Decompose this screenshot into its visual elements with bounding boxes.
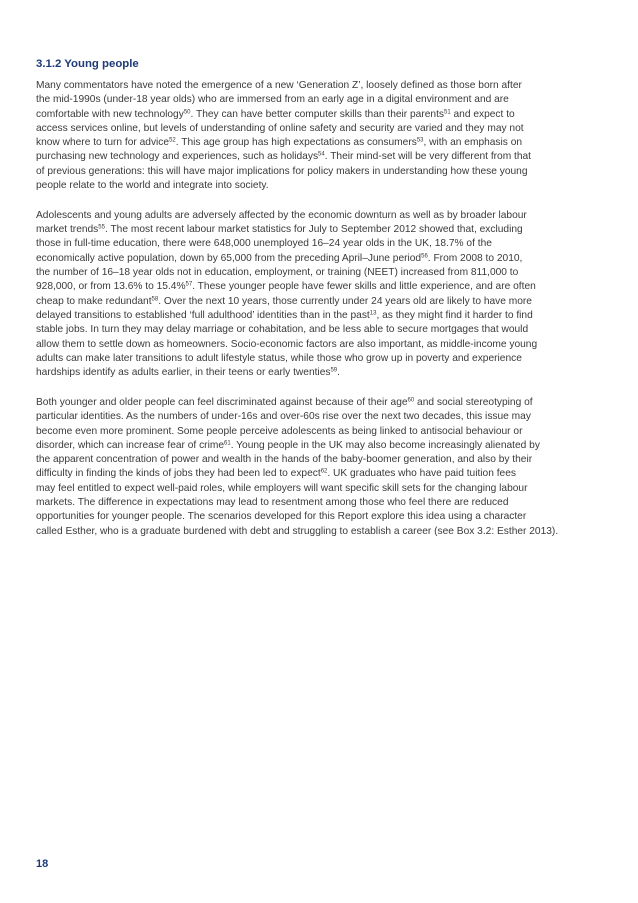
text-run: know where to turn for advice bbox=[36, 137, 170, 149]
text-run: , with an emphasis on bbox=[423, 137, 523, 149]
text-run: cheap to make redundant bbox=[36, 295, 152, 307]
text-line bbox=[36, 338, 604, 352]
paragraph bbox=[36, 209, 604, 381]
text-line bbox=[36, 150, 604, 164]
footnote-ref: 58 bbox=[151, 296, 159, 303]
text-run: allow them to settle down as homeowners. Socio-economic factors are also important, as middle-income young bbox=[36, 338, 538, 350]
text-run: . From 2008 to 2010, bbox=[427, 252, 523, 264]
text-run: . UK graduates who have paid tuition fees bbox=[327, 468, 516, 480]
text-line bbox=[36, 252, 604, 266]
text-line bbox=[36, 496, 604, 510]
footnote-ref: 52 bbox=[169, 137, 176, 144]
paragraph bbox=[36, 79, 604, 193]
text-run: . This age group has high expectations as consumers bbox=[175, 137, 417, 149]
text-run: of previous generations: this will have major implications for policy makers in understanding how these young bbox=[36, 165, 528, 177]
text-line bbox=[36, 280, 604, 294]
text-line bbox=[36, 482, 604, 496]
text-run: adults can make later transitions to adult lifestyle status, while those who grow up in poverty and experience bbox=[36, 352, 522, 364]
text-run: the apparent concentration of power and wealth in the hands of the baby-boomer generation, and also by their bbox=[36, 454, 533, 466]
text-line bbox=[36, 510, 604, 524]
footnote-ref: 61 bbox=[224, 440, 231, 447]
text-run: Adolescents and young adults are adversely affected by the economic downturn as well as by broader labour bbox=[36, 209, 527, 221]
text-line bbox=[36, 209, 604, 223]
text-run: . The most recent labour market statistics for July to September 2012 showed that, excluding bbox=[104, 224, 523, 236]
text-line bbox=[36, 93, 604, 107]
text-line bbox=[36, 323, 604, 337]
text-line bbox=[36, 453, 604, 467]
text-run: the number of 16–18 year olds not in education, employment, or training (NEET) increased from 811,000 to bbox=[36, 267, 519, 279]
text-run: Many commentators have noted the emergence of a new ‘Generation Z’, loosely defined as those born after bbox=[36, 80, 522, 91]
body-text bbox=[36, 79, 604, 554]
text-line bbox=[36, 467, 604, 481]
text-run: comfortable with new technology bbox=[36, 108, 184, 120]
text-line bbox=[36, 165, 604, 179]
footnote-ref: 53 bbox=[416, 137, 424, 144]
footnote-ref: 60 bbox=[407, 397, 415, 404]
text-run: 928,000, or from 13.6% to 15.4% bbox=[36, 281, 186, 293]
text-run: economically active population, down by 65,000 from the preceding April–June period bbox=[36, 252, 422, 264]
text-run: markets. The difference in expectations may lead to resentment among those who feel there are reduced bbox=[36, 497, 509, 509]
text-run: delayed transitions to established ‘full adulthood’ identities than in the past bbox=[36, 309, 370, 321]
text-line bbox=[36, 525, 604, 539]
footnote-ref: 13 bbox=[369, 310, 377, 317]
text-line bbox=[36, 410, 604, 424]
text-line bbox=[36, 366, 604, 380]
text-run: purchasing new technology and experiences, such as holidays bbox=[36, 151, 319, 163]
text-run: . These younger people have fewer skills and little experience, and are often bbox=[192, 281, 536, 293]
text-run: Both younger and older people can feel discriminated against because of their age bbox=[36, 396, 408, 408]
text-line bbox=[36, 122, 604, 136]
text-run: , as they might find it harder to find bbox=[376, 309, 533, 321]
text-run: may feel entitled to expect well-paid roles, while employers will want specific skill sets for the changing labour bbox=[36, 482, 528, 494]
text-run: . Young people in the UK may also become increasingly alienated by bbox=[230, 439, 540, 451]
paragraph bbox=[36, 396, 604, 539]
text-run: disorder, which can increase fear of crime bbox=[36, 439, 224, 451]
text-line bbox=[36, 79, 604, 93]
text-line bbox=[36, 237, 604, 251]
text-run: particular identities. As the numbers of under-16s and over-60s rise over the next two decades, this issue may bbox=[36, 411, 531, 423]
footnote-ref: 59 bbox=[330, 367, 338, 374]
text-run: the mid-1990s (under-18 year olds) who are immersed from an early age in a digital environment and are bbox=[36, 94, 509, 106]
text-run: stable jobs. In turn they may delay marriage or cohabitation, and be less able to secure mortgages that would bbox=[36, 324, 529, 336]
text-run: . Their mind-set will be very different from that bbox=[324, 151, 532, 163]
text-run: those in full-time education, there were 648,000 unemployed 16–24 year olds in the UK, 18.7% of the bbox=[36, 238, 492, 250]
text-run: hardships identify as adults earlier, in their teens or early twenties bbox=[36, 367, 331, 379]
footnote-ref: 56 bbox=[421, 253, 428, 260]
footnote-ref: 55 bbox=[98, 224, 105, 231]
footnote-ref: 62 bbox=[320, 468, 328, 475]
text-run: difficulty in finding the kinds of jobs they had been led to expect bbox=[36, 468, 321, 480]
page-number: 18 bbox=[36, 858, 49, 870]
text-line bbox=[36, 439, 604, 453]
text-line bbox=[36, 223, 604, 237]
footnote-ref: 51 bbox=[444, 109, 451, 116]
text-run: become even more prominent. Some people perceive adolescents as being linked to antisocial behaviour or bbox=[36, 425, 523, 437]
text-line bbox=[36, 352, 604, 366]
footnote-ref: 57 bbox=[185, 281, 193, 288]
text-run: called Esther, who is a graduate burdened with debt and struggling to establish a career (see Box 3.2: Esther 2013). bbox=[36, 525, 559, 537]
text-run: and expect to bbox=[450, 108, 515, 120]
text-line bbox=[36, 425, 604, 439]
text-line bbox=[36, 108, 604, 122]
text-line bbox=[36, 266, 604, 280]
section-heading: 3.1.2 Young people bbox=[36, 58, 139, 70]
text-run: . They can have better computer skills than their parents bbox=[190, 108, 444, 120]
text-line bbox=[36, 179, 604, 193]
footnote-ref: 54 bbox=[318, 151, 325, 158]
text-run: access services online, but levels of understanding of online safety and security are varied and they may not bbox=[36, 122, 524, 134]
text-line bbox=[36, 396, 604, 410]
text-run: people relate to the world and integrate into society. bbox=[36, 180, 269, 192]
footnote-ref: 50 bbox=[183, 109, 191, 116]
text-run: opportunities for younger people. The scenarios developed for this Report explore this idea using a character bbox=[36, 511, 527, 523]
text-run: market trends bbox=[36, 224, 99, 236]
text-run: . bbox=[337, 367, 340, 379]
text-run: and social stereotyping of bbox=[414, 396, 533, 408]
text-run: . Over the next 10 years, those currently under 24 years old are likely to have more bbox=[158, 295, 532, 307]
text-line bbox=[36, 136, 604, 150]
text-line bbox=[36, 295, 604, 309]
text-line bbox=[36, 309, 604, 323]
